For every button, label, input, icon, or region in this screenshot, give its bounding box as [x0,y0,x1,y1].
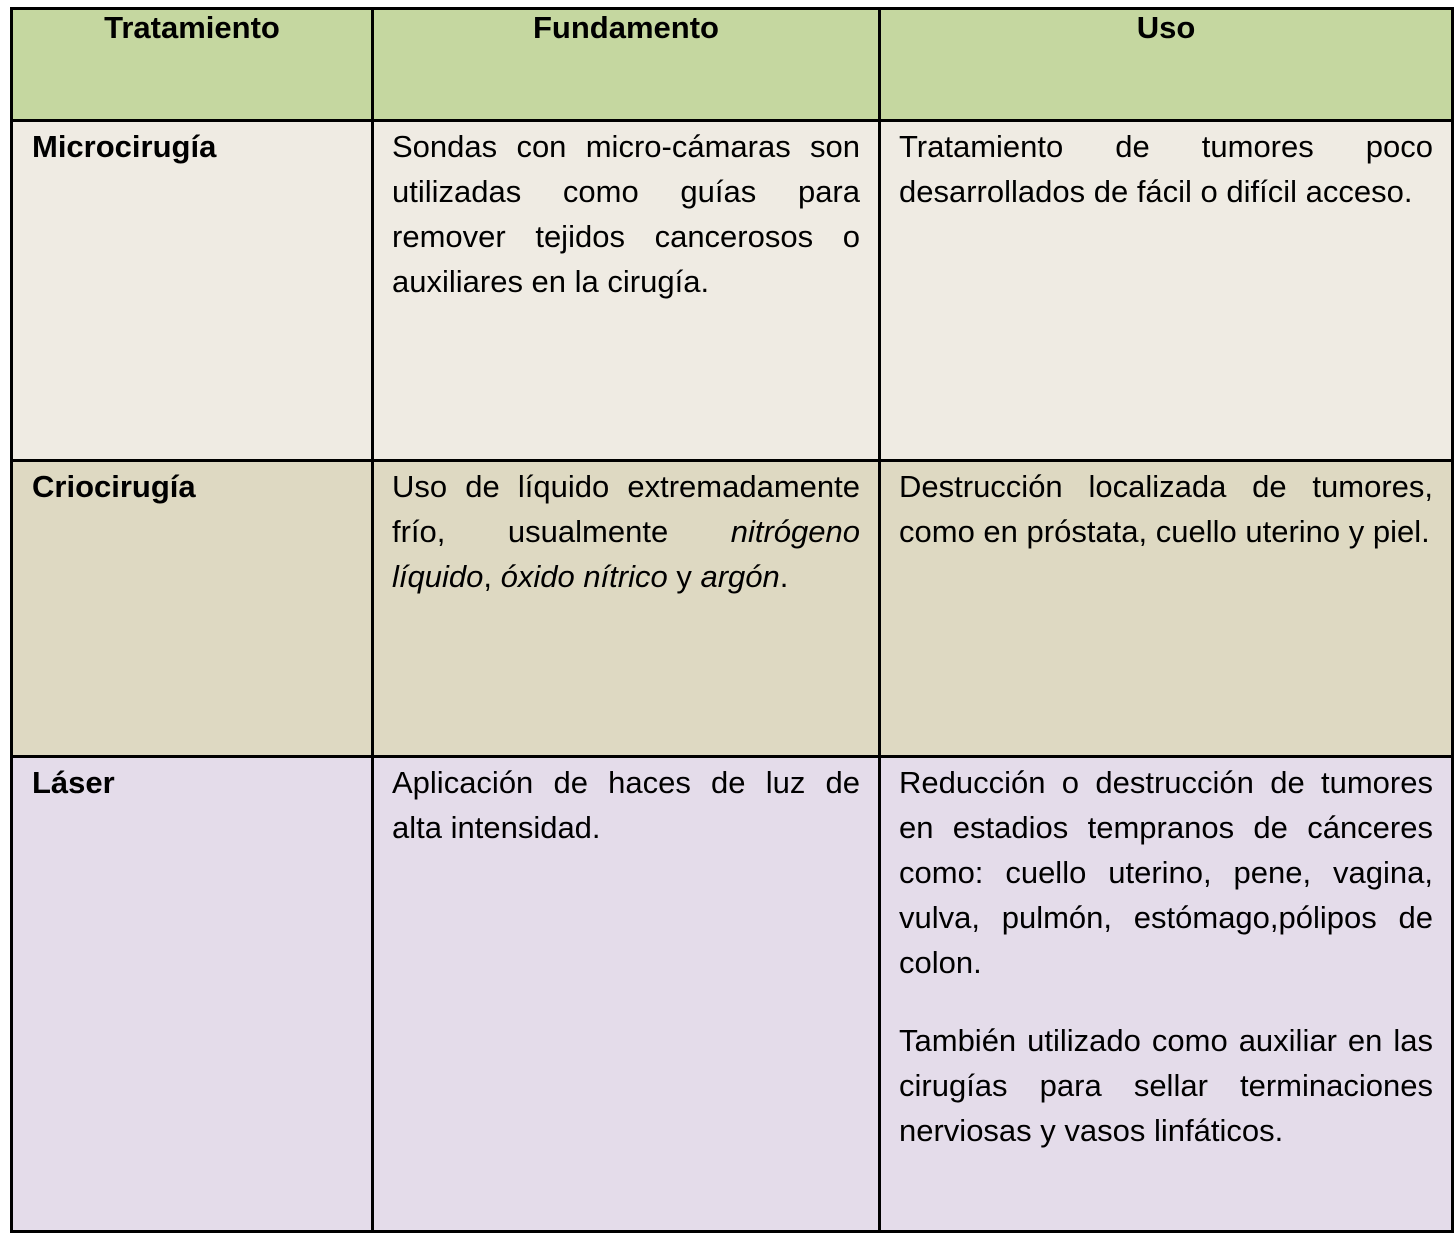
basis-text: Aplicación de haces de luz de alta intensidad. [392,765,860,845]
treatment-use [880,757,1453,1232]
treatment-use [880,121,1453,461]
header-basis: Fundamento [373,9,880,121]
basis-text-italic: argón [700,559,780,594]
treatment-name: Criocirugía [12,461,373,757]
header-use: Uso [880,9,1453,121]
treatments-table [10,7,1454,1233]
table-row-criocirugia [12,461,1453,757]
basis-text-part: . [779,559,789,594]
use-text: También utilizado como auxiliar en las cirugías para sellar terminaciones nerviosas y vasos linfáticos. [899,1023,1433,1148]
table-row-microcirugia [12,121,1453,461]
basis-text [392,464,860,599]
basis-text-part: y [667,559,701,594]
use-text: Destrucción localizada de tumores, como en próstata, cuello uterino y piel. [899,469,1433,549]
table-row-laser [12,757,1453,1232]
basis-text-italic: nitrógeno líquido [392,514,860,594]
treatment-name: Láser [12,757,373,1232]
basis-text-italic: óxido nítrico [500,559,668,594]
header-row [12,9,1453,121]
treatment-use [880,461,1453,757]
basis-text-part: , [483,559,501,594]
basis-text-part: Uso de líquido extremadamente frío, usualmente [392,469,860,549]
treatment-basis [373,757,880,1232]
treatment-basis [373,461,880,757]
treatment-name: Microcirugía [12,121,373,461]
treatment-basis [373,121,880,461]
header-treatment: Tratamiento [12,9,373,121]
basis-text: Sondas con micro-cámaras son utilizadas como guías para remover tejidos cancerosos o auxiliares en la cirugía. [392,129,860,299]
use-text: Tratamiento de tumores poco desarrollados de fácil o difícil acceso. [899,129,1433,209]
use-text: Reducción o destrucción de tumores en estadios tempranos de cánceres como: cuello uterino, pene, vagina, vulva, pulmón, estómago,pólipos de colon. [899,765,1433,980]
